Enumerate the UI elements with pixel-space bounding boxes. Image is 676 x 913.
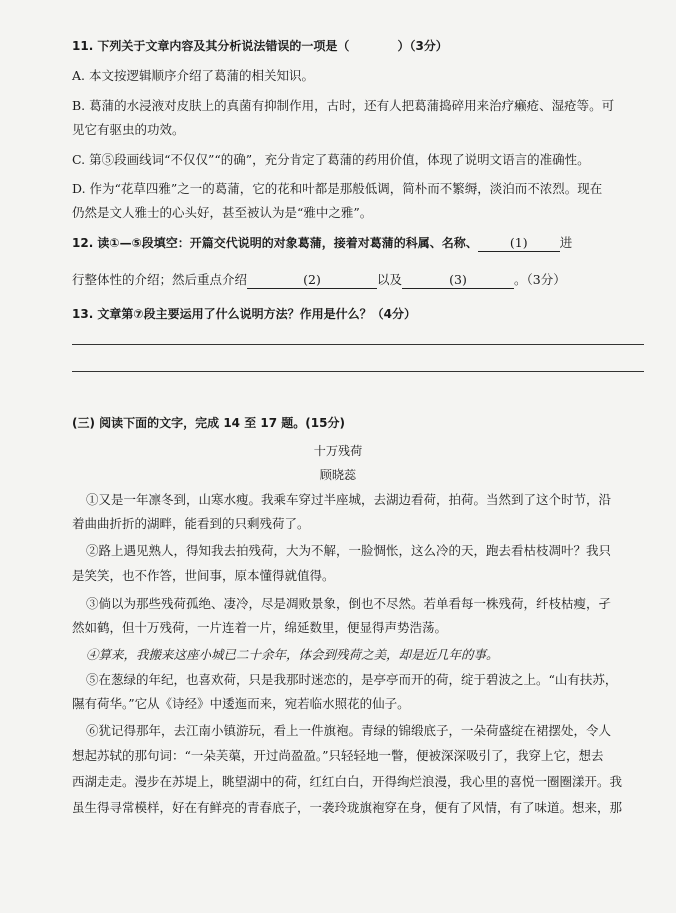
passage-author: 顾晓蕊 <box>319 468 357 482</box>
para5-line1: ⑤在葱绿的年纪，也喜欢荷，只是我那时迷恋的，是亭亭而开的荷，绽于碧波之上。“山有扶苏， <box>86 672 618 687</box>
para1-line1: ①又是一年凛冬到，山寒水瘦。我乘车穿过半座城，去湖边看荷，拍荷。当然到了这个时节，沿 <box>86 492 612 507</box>
q12-text-2c: 。（3分） <box>514 272 566 287</box>
q11-option-b-line2: 见它有驱虫的功效。 <box>72 122 185 137</box>
q11-option-d-line2: 仍然是文人雅士的心头好，甚至被认为是“雅中之雅”。 <box>72 205 373 220</box>
q12-text-1b: 进 <box>559 235 573 250</box>
answer-line-2 <box>72 371 644 372</box>
para2-line1: ②路上遇见熟人，得知我去拍残荷，大为不解，一脸惆怅，这么冷的天，跑去看枯枝凋叶？我只 <box>86 543 612 558</box>
q12-text-2: 行整体性的介绍；然后重点介绍 <box>72 272 248 287</box>
para2-line2: 是笑笑，也不作答，世间事，原本懂得就值得。 <box>72 568 335 583</box>
q11-option-a: A. 本文按逻辑顺序介绍了葛蒲的相关知识。 <box>72 68 314 83</box>
para5-line2: 隰有荷华。”它从《诗经》中逶迤而来，宛若临水照花的仙子。 <box>72 696 410 711</box>
answer-line-1 <box>72 344 644 345</box>
passage-title: 十万残荷 <box>313 444 363 458</box>
para3-line2: 然如鹤，但十万残荷，一片连着一片，绵延数里，便显得声势浩荡。 <box>72 620 448 635</box>
q12-line2 <box>72 272 566 289</box>
q11-option-c: C. 第⑤段画线词“不仅仅”“的确”，充分肯定了葛蒲的药用价值，体现了说明文语言的准确性。 <box>72 152 590 167</box>
section3-heading: (三) 阅读下面的文字，完成 14 至 17 题。(15分) <box>72 416 345 430</box>
para4-line1: ④算来，我搬来这座小城已二十余年，体会到残荷之美，却是近几年的事。 <box>86 647 499 662</box>
q11-stem: 11. 下列关于文章内容及其分析说法错误的一项是（ ）（3分） <box>72 39 448 53</box>
q12-line1 <box>72 235 572 252</box>
para1-line2: 着曲曲折折的湖畔，能看到的只剩残荷了。 <box>72 516 310 531</box>
q13-stem: 13. 文章第⑦段主要运用了什么说明方法？作用是什么？（4分） <box>72 307 416 321</box>
para6-line3: 西湖走走。漫步在苏堤上，眺望湖中的荷，红红白白，开得绚烂浪漫，我心里的喜悦一圈圈漾开。我 <box>72 774 623 789</box>
q11-option-d-line1: D. 作为“花草四雅”之一的葛蒲，它的花和叶都是那般低调，简朴而不繁缛，淡泊而不浓烈。现在 <box>72 181 603 196</box>
para6-line1: ⑥犹记得那年，去江南小镇游玩，看上一件旗袍。青绿的锦缎底子，一朵荷盛绽在裙摆处，令人 <box>86 723 612 738</box>
q12-blank-1: (1) <box>478 235 560 252</box>
para6-line4: 虽生得寻常模样，好在有鲜亮的青春底子，一袭玲珑旗袍穿在身，便有了风情，有了味道。想来，那 <box>72 800 623 815</box>
q12-blank-2: (2) <box>247 272 377 289</box>
para3-line1: ③倘以为那些残荷孤绝、凄冷，尽是凋败景象，倒也不尽然。若单看每一株残荷，纤枝枯瘦，孑 <box>86 596 612 611</box>
q12-text-1: 12. 读①—⑤段填空：开篇交代说明的对象葛蒲，接着对葛蒲的科属、名称、 <box>72 236 478 250</box>
para6-line2: 想起苏轼的那句词：“一朵芙蕖，开过尚盈盈。”只轻轻地一瞥，便被深深吸引了，我穿上它，想去 <box>72 748 604 763</box>
q11-option-b-line1: B. 葛蒲的水浸液对皮肤上的真菌有抑制作用，古时，还有人把葛蒲捣碎用来治疗癞疮、湿疮等。可 <box>72 98 615 113</box>
q12-blank-3: (3) <box>402 272 514 289</box>
q12-text-2b: 以及 <box>377 272 403 287</box>
